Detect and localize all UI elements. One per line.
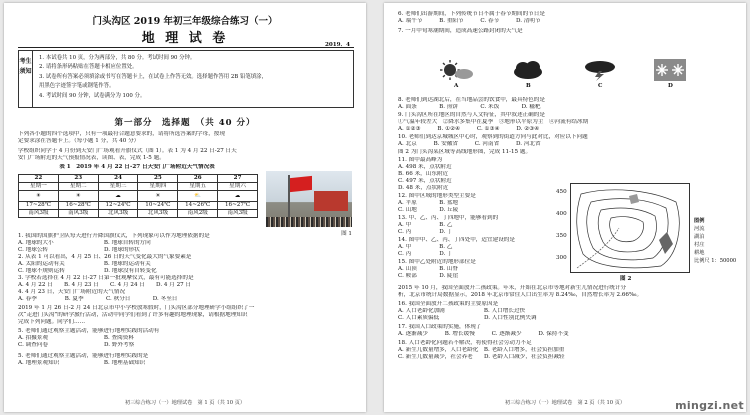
question-line: 10. 老师们到达京城城区中心时，观察到的街道方向与此对比，对应以下问题: [398, 134, 588, 140]
table-cell: 27: [218, 175, 258, 183]
table-cell: 星期四: [138, 183, 178, 191]
question-line: 12. 图中区域的地形类型主要是: [398, 193, 476, 199]
table-row: [19, 202, 258, 210]
table-cell: 北风3级: [98, 210, 138, 218]
map-axis-label: 450: [556, 189, 567, 195]
question-line: 7. 一月中旬寒潮期间，造成高速公路封闭的天气是: [398, 28, 523, 34]
question-line: A. 逐渐减少 B. 增长缓慢 C. 逐渐减少 D. 保持不变: [398, 331, 569, 337]
table-cell: 南风3级: [58, 210, 98, 218]
intro-line: 下列各小题的四个选项中，只有一项最符合题意要求的，请将所选答案的字母，按现: [18, 131, 225, 137]
table-cell: 南风3级: [19, 210, 59, 218]
question-line: A. 498 米，点状附近: [398, 164, 452, 170]
question-line: 9. 门头沟区所在地区的自然与人文特征，其中叙述正确的是: [398, 112, 545, 118]
table-cell: 星期一: [19, 183, 59, 191]
question-line: A. ①②③ B. ①②④ C. ①③④ D. ②③④: [398, 126, 540, 132]
lake-shape: [659, 232, 673, 254]
table-cell: 25: [138, 175, 178, 183]
legend-item: 河流: [694, 226, 705, 232]
intro-line: 安门广场附近的天气预报情况表，读图、表，完成 1-5 题。: [18, 155, 165, 161]
question-line: C. 新生儿数量减少，社会养老 D. 老龄人口减少，社会负担减轻: [398, 354, 565, 360]
exam-page-2: [384, 3, 746, 412]
question-line: A. 太阳的运动有关 B. 地球的运动有关: [18, 261, 151, 267]
page-footer: 初三综合练习（一）地理试卷 第 2 页（共 10 页）: [504, 400, 626, 406]
legend-item: 村庄: [694, 242, 705, 248]
table-cell: 14~26℃: [178, 202, 218, 210]
question-line: A. 北京 B. 安徽省 C. 河南省 D. 河北省: [398, 141, 541, 147]
question-line: A. 甲 B. 乙: [398, 244, 453, 250]
cloud-icon: ☁: [98, 191, 138, 202]
table-cell: 南风3级: [218, 210, 258, 218]
option-label: B: [526, 83, 531, 89]
passage-line: 2015 年 10 月，我国全面放开二孩政策。年末，开始在北京市等地对新生儿情况进行统计分: [398, 285, 627, 291]
notice-item: 3. 试卷所有答案必须填涂或书写在答题卡上，在试卷上作答无效。选择题作答用 2B 铅笔填涂，: [39, 73, 267, 80]
map-legend: [694, 217, 737, 265]
table-cell: 26: [178, 175, 218, 183]
question-line: A. 甲 B. 乙: [398, 222, 453, 228]
flag-raising-photo: [266, 171, 352, 227]
question-line: 1. 我国的国旗护卫队每天进行升降国旗仪式，下列现象可以作为地理依据的是: [18, 233, 210, 239]
question-line: D. 48 米，点状附近: [398, 185, 449, 191]
table-cell: 17~28℃: [19, 202, 59, 210]
table-cell: 24: [98, 175, 138, 183]
legend-item: 湖泊: [694, 234, 705, 240]
section-title: 第一部分 选择题 （共 40 分）: [114, 118, 256, 128]
question-line: A. 地理景观知识 B. 地理基础知识: [18, 360, 146, 366]
passage-line: 完成下列问题。同学们……: [18, 319, 86, 325]
intro-line: 定要求涂在答题卡上。（每小题 1 分，共 40 分）: [18, 138, 140, 144]
question-line: 13. 甲、乙、丙、丁四地中，能够看到的: [398, 215, 499, 221]
question-line: 16. 我国全面放开二孩政策的主要原因是: [398, 301, 499, 307]
question-line: B. 66 米，山东附近: [398, 171, 449, 177]
question-line: 2. 从表 1 可以看出，4 月 25 日、26 日的天气变化最大的气象要素是: [18, 254, 192, 260]
table-row: [19, 183, 258, 191]
snow-icon: [650, 59, 690, 81]
map-axis-label: 300: [556, 255, 567, 261]
weather-forecast-table: [18, 174, 258, 218]
question-line: 8. 老师们到达湖北后，在当地品尝的饮食中，最具特色的是: [398, 97, 545, 103]
option-label: C: [598, 83, 603, 89]
option-label: D: [668, 83, 673, 89]
sunny-icon: [436, 59, 476, 81]
passage-line: 2019 年 1 月 26 日-2 月 24 日北京市中小学校放寒假时，门头沟区部分地理研学小组组织了一: [18, 305, 255, 311]
question-line: A. 端午节 B. 重阳节 C. 春节 D. 清明节: [398, 18, 541, 24]
exam-notice-box: [18, 50, 354, 108]
table-cell: 22: [19, 175, 59, 183]
tiananmen-gate: [314, 191, 348, 211]
exam-title: 门头沟区 2019 年初三年级综合练习（一）: [92, 16, 278, 27]
exam-date: 2019．4: [324, 42, 350, 48]
page-footer: 初三综合练习（一）地理试卷 第 1 页（共 10 页）: [124, 400, 246, 406]
table-cell: 16~28℃: [58, 202, 98, 210]
table-cell: 23: [58, 175, 98, 183]
question-line: C. 丙 D. 丁: [398, 229, 453, 235]
table-cell: 星期二: [58, 183, 98, 191]
table-cell: 星期六: [218, 183, 258, 191]
exam-page-1: [4, 3, 366, 412]
sun-cloud-icon: ⛅: [178, 191, 218, 202]
thunderstorm-icon: [580, 59, 620, 81]
notice-item: 4. 考试时间 90 分钟，试卷满分为 100 分。: [39, 92, 146, 99]
question-line: 4. 4 月 23 日，天安门广场附近的天气情况: [18, 289, 126, 295]
table-cell: 南风2级: [178, 210, 218, 218]
question-line: 11. 图中最高峰为: [398, 157, 443, 163]
question-line: ①气温年较差大 ②降水多集中在夏季 ③地形以平原为主 ④河流有结冰期: [398, 119, 589, 125]
watermark: mingzi.net: [675, 399, 744, 412]
table-cell: 16~27℃: [218, 202, 258, 210]
question-line: 3. 学校若选择在 4 月 22 日-27 日第一批观摩仪式，最有可能选择的是: [18, 275, 194, 281]
question-line: C. 山地 D. 丘陵: [398, 207, 459, 213]
question-line: 5. 老师们通过观察主题活动，能够进行地理实践的活动有: [18, 328, 160, 334]
farmland-shape: [629, 194, 639, 204]
table-cell: 10~24℃: [138, 202, 178, 210]
question-line: C. 497 米，点状附近: [398, 178, 452, 184]
crowd: [266, 217, 352, 227]
question-line: 18. 人口老龄化问题若不解决，将使得社会劳动力不足: [398, 340, 532, 346]
sun-icon: ☀: [138, 191, 178, 202]
question-line: C. 丙 D. 丁: [398, 251, 453, 257]
question-line: A. 平原 B. 盆地: [398, 200, 459, 206]
question-line: A. 面条 B. 煎饼 C. 米饭 D. 糍粑: [398, 104, 541, 110]
passage-line: 析，北京市统计局数据显示，2018 年北京市常住人口出生率为 8.24‰，自然增长率为 2.66‰。: [398, 292, 643, 298]
question-line: A. 人口老龄化加剧 B. 人口增长过快: [398, 308, 526, 314]
question-line: C. 调查问卷 D. 野外考察: [18, 342, 135, 348]
question-line: A. 新生儿数量增多，人口老龄化 B. 老龄人口增多，社会负担加重: [398, 347, 565, 353]
notice-item: 2. 请将条形码粘贴在答题卡相应位置处。: [39, 64, 138, 71]
question-line: A. 山顶 B. 山脊: [398, 266, 459, 272]
option-label: A: [454, 83, 459, 89]
subject-title: 地 理 试 卷: [141, 31, 229, 46]
divider: [18, 47, 354, 48]
table-cell: 12~24℃: [98, 202, 138, 210]
notice-item: 用黑色字迹签字笔或钢笔作答。: [39, 83, 115, 90]
table-cell: 北风3级: [138, 210, 178, 218]
question-line: 17. 我国人口政策的实施，体现了: [398, 324, 482, 330]
question-line: C. 地球公转 D. 地球的形状: [18, 247, 140, 253]
map-axis-label: 400: [556, 211, 567, 217]
flag-icon: [290, 176, 312, 192]
map-axis-label: 350: [556, 233, 567, 239]
question-line: 15. 图中乙处附近的地形部位是: [398, 259, 476, 265]
legend-item: 耕地: [694, 250, 705, 256]
photo-caption: 图 1: [341, 231, 352, 237]
question-line: C. 地球不规则运转 D. 地球没有自转变化: [18, 268, 157, 274]
cloudy-icon: [508, 59, 548, 81]
sun-icon: ☀: [58, 191, 98, 202]
map-caption: 图 2: [620, 276, 632, 282]
table-row: [19, 210, 258, 218]
contour-map: [570, 183, 690, 273]
question-line: 6. 老师们出游期间，下列传统节日不属于春节期间的节日是: [398, 11, 545, 17]
question-line: A. 地球的大小 B. 地球自转的方向: [18, 240, 151, 246]
table-row: [19, 175, 258, 183]
passage-line: 次“走进门头沟”的研学旅行活动，活动中同学们看到了许多有趣的地理现象，请根据地理知识: [18, 312, 248, 318]
sun-cloud-icon: ☀: [19, 191, 59, 202]
legend-item: 比例尺 1：50000: [694, 258, 737, 264]
question-line: 图 2 为门头沟某区域等高线地形图，完成 11-15 题。: [398, 149, 532, 155]
question-line: 14. 图中甲、乙、丙、丁四处中，适宜建设的是: [398, 237, 515, 243]
table-cell: 星期三: [98, 183, 138, 191]
table-cell: 星期五: [178, 183, 218, 191]
table-caption: 表 1 2019 年 4 月 22 日-27 日天安门广场附近天气情况表: [59, 164, 215, 170]
question-line: C. 鞍部 D. 陡崖: [398, 273, 459, 279]
question-line: C. 人口素质偏低 D. 人口性别比例失调: [398, 315, 537, 321]
intro-line: 学校组织同学于 4 月份到天安门广场观看升旗仪式（图 1）。表 1 为 4 月 22 日-27 日天: [18, 148, 237, 154]
legend-title: 图例: [694, 218, 705, 224]
question-line: 5. 老师们通过观察主题活动，能够进行地理实践的是: [18, 353, 149, 359]
notice-label: 考生须知: [19, 51, 33, 107]
question-line: A. 拍摄景观 B. 查阅资料: [18, 335, 134, 341]
notice-item: 1. 本试卷共 10 页，分为两部分，共 80 分。考试时间 90 分钟。: [39, 55, 196, 61]
cloud-icon: ☁: [218, 191, 258, 202]
table-row: [19, 191, 258, 202]
question-line: A. 4 月 22 日 B. 4 月 23 日 C. 4 月 24 日 D. 4 月 27 日: [18, 282, 192, 288]
question-line: A. 春季 B. 夏季 C. 秋分日 D. 冬至日: [18, 296, 178, 302]
